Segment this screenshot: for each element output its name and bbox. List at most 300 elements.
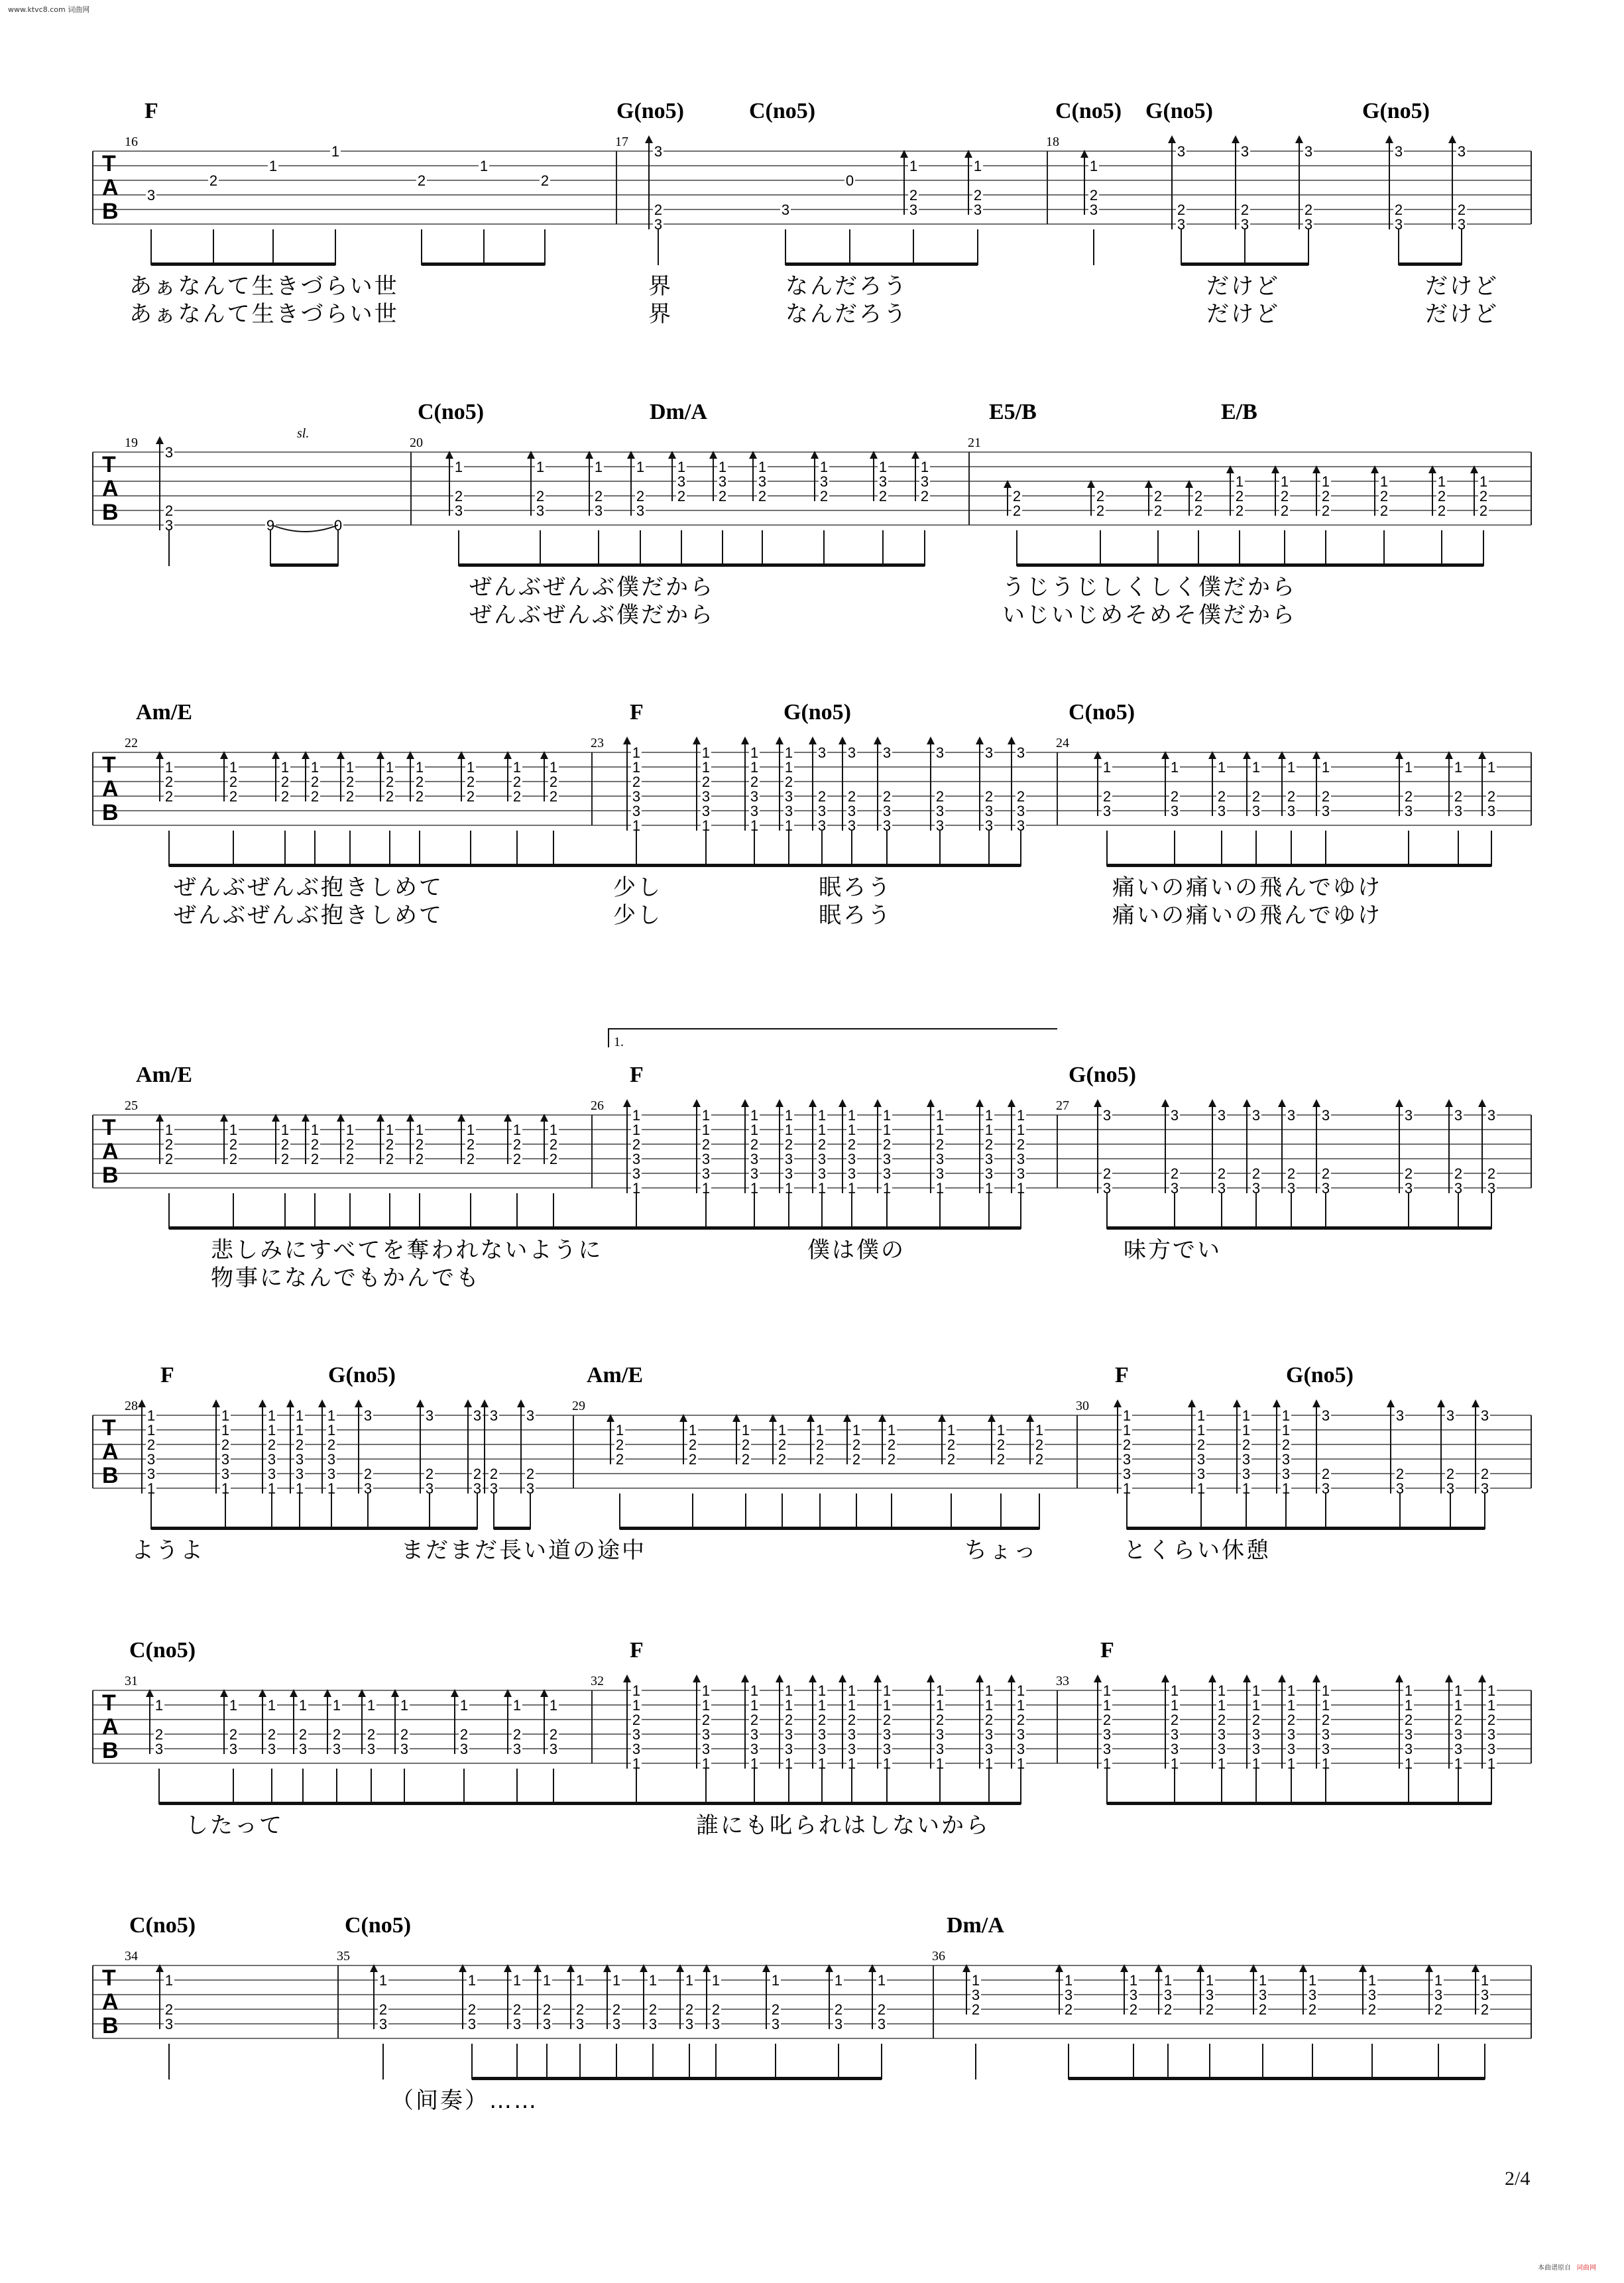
- fret-number: 2: [526, 1466, 535, 1482]
- fret-number: 1: [1404, 1755, 1413, 1772]
- fret-number: 1: [1258, 1972, 1267, 1989]
- fret-number: 2: [1367, 2001, 1377, 2018]
- fret-number: 2: [947, 1436, 956, 1453]
- fret-number: 3: [1217, 1107, 1226, 1124]
- fret-number: 3: [1487, 803, 1496, 819]
- beam: [517, 2077, 547, 2080]
- lyric-line: 少し: [613, 902, 662, 929]
- fret-number: 1: [280, 1122, 290, 1138]
- beam: [782, 1527, 820, 1530]
- beam: [151, 1527, 225, 1530]
- lyric-line: いじいじめそめそ僕だから: [1002, 602, 1297, 628]
- beam: [553, 1802, 636, 1805]
- fret-number: 3: [146, 1451, 156, 1468]
- measure-number: 18: [1046, 135, 1059, 149]
- fret-number: 2: [332, 1726, 341, 1743]
- fret-number: 3: [542, 2016, 551, 2032]
- fret-number: 3: [935, 1726, 945, 1743]
- fret-number: 1: [1016, 1180, 1025, 1197]
- fret-number: 3: [784, 1151, 793, 1167]
- fret-number: 1: [636, 459, 645, 475]
- beam: [1291, 1802, 1326, 1805]
- fret-number: 1: [1454, 1697, 1463, 1714]
- fret-number: 3: [1487, 1741, 1496, 1757]
- strum-arrow-icon: [1114, 1399, 1122, 1407]
- fret-number: 3: [1480, 1407, 1489, 1424]
- tab-clef-letter: B: [102, 1463, 119, 1488]
- fret-number: 3: [819, 473, 829, 490]
- fret-number: 2: [1089, 187, 1098, 204]
- fret-number: 1: [1102, 1682, 1112, 1699]
- chord-symbol: F: [1115, 1363, 1129, 1387]
- strum-arrow-icon: [416, 1399, 424, 1407]
- strum-arrow-icon: [286, 1399, 294, 1407]
- measure-number: 28: [125, 1399, 138, 1413]
- strum-arrow-icon: [1008, 1099, 1015, 1107]
- beam: [1198, 563, 1240, 567]
- beam: [989, 1226, 1021, 1230]
- fret-number: 3: [817, 1151, 827, 1167]
- fret-number: 3: [575, 2016, 585, 2032]
- fret-number: 1: [1281, 1407, 1291, 1424]
- fret-number: 2: [741, 1451, 750, 1468]
- fret-number: 1: [632, 1682, 641, 1699]
- fret-number: 3: [363, 1480, 373, 1497]
- fret-number: 1: [1217, 1682, 1226, 1699]
- fret-number: 1: [935, 1682, 945, 1699]
- beam: [989, 864, 1021, 867]
- fret-number: 3: [512, 2016, 522, 2032]
- beam: [1458, 1226, 1491, 1230]
- fret-number: 9: [266, 517, 275, 534]
- fret-number: 1: [415, 1122, 424, 1138]
- fret-number: 2: [267, 1726, 276, 1743]
- beam: [1458, 1802, 1491, 1805]
- fret-number: 2: [688, 1451, 697, 1468]
- beam: [1458, 864, 1491, 867]
- fret-number: 2: [1287, 1165, 1296, 1182]
- fret-number: 1: [750, 1755, 759, 1772]
- fret-number: 3: [817, 803, 827, 819]
- chord-symbol: Am/E: [136, 700, 192, 725]
- fret-number: 2: [164, 502, 174, 519]
- fret-number: 1: [1281, 1480, 1291, 1497]
- fret-number: 2: [935, 788, 945, 805]
- fret-number: 3: [882, 1741, 892, 1757]
- fret-number: 3: [612, 2016, 621, 2032]
- fret-number: 1: [268, 158, 278, 174]
- measure-number: 17: [615, 135, 628, 149]
- fret-number: 3: [1129, 1987, 1138, 2003]
- strum-arrow-icon: [1094, 1099, 1102, 1107]
- fret-number: 1: [741, 1422, 750, 1438]
- fret-number: 3: [1016, 744, 1025, 761]
- fret-number: 1: [385, 759, 394, 776]
- fret-number: 3: [882, 1165, 892, 1182]
- fret-number: 3: [1287, 803, 1296, 819]
- fret-number: 2: [677, 488, 686, 504]
- fret-number: 3: [632, 788, 641, 805]
- fret-number: 2: [1287, 1712, 1296, 1728]
- strum-arrow-icon: [623, 1674, 631, 1682]
- fret-number: 1: [1016, 1697, 1025, 1714]
- fret-number: 1: [701, 817, 711, 834]
- fret-number: 3: [1016, 1741, 1025, 1757]
- fret-number: 1: [1035, 1422, 1044, 1438]
- fret-number: 2: [947, 1451, 956, 1468]
- fret-number: 1: [454, 459, 463, 475]
- beam: [371, 1802, 404, 1805]
- fret-number: 3: [1170, 1180, 1179, 1197]
- beam: [169, 864, 233, 867]
- fret-number: 2: [615, 1436, 624, 1453]
- fret-number: 2: [425, 1466, 434, 1482]
- fret-number: 1: [1308, 1972, 1317, 1989]
- beam: [390, 1226, 420, 1230]
- chord-symbol: F: [160, 1363, 174, 1387]
- fret-number: 2: [1096, 488, 1105, 504]
- fret-number: 2: [817, 1712, 827, 1728]
- fret-number: 2: [310, 788, 319, 805]
- fret-number: 3: [1251, 1741, 1261, 1757]
- fret-number: 1: [632, 1122, 641, 1138]
- fret-number: 3: [425, 1407, 434, 1424]
- fret-number: 3: [882, 817, 892, 834]
- beam: [422, 263, 484, 266]
- fret-number: 1: [229, 1122, 238, 1138]
- beam: [616, 2077, 653, 2080]
- beam: [300, 1527, 331, 1530]
- fret-number: 1: [1170, 1697, 1179, 1714]
- fret-number: 2: [466, 774, 475, 790]
- fret-number: 3: [1454, 1180, 1463, 1197]
- fret-number: 1: [1367, 1972, 1377, 1989]
- fret-number: 3: [1287, 1107, 1296, 1124]
- tab-clef-letter: A: [102, 1989, 119, 2015]
- fret-number: 3: [327, 1451, 336, 1468]
- beam: [1442, 563, 1483, 567]
- fret-number: 1: [612, 1972, 621, 1989]
- tab-clef-letter: T: [102, 151, 116, 176]
- fret-number: 2: [594, 488, 603, 504]
- fret-number: 3: [1454, 1107, 1463, 1124]
- measure-number: 22: [125, 736, 138, 750]
- fret-number: 2: [385, 774, 394, 790]
- measure-number: 24: [1056, 736, 1069, 750]
- fret-number: 2: [1102, 1712, 1112, 1728]
- strum-arrow-icon: [874, 736, 882, 744]
- fret-number: 3: [1395, 1407, 1405, 1424]
- fret-number: 2: [615, 1451, 624, 1468]
- fret-number: 2: [1480, 2001, 1489, 2018]
- beam: [1069, 2077, 1133, 2080]
- fret-number: 2: [1170, 1165, 1179, 1182]
- fret-number: 1: [295, 1480, 304, 1497]
- fret-number: 2: [229, 774, 238, 790]
- fret-number: 1: [750, 1122, 759, 1138]
- fret-number: 1: [882, 1122, 892, 1138]
- beam: [580, 2077, 616, 2080]
- fret-number: 1: [1217, 1697, 1226, 1714]
- beam: [883, 563, 925, 567]
- fret-number: 1: [852, 1422, 861, 1438]
- fret-number: 3: [632, 1151, 641, 1167]
- fret-number: 1: [164, 759, 174, 776]
- fret-number: 2: [459, 1726, 469, 1743]
- fret-number: 3: [984, 1726, 994, 1743]
- fret-number: 1: [154, 1697, 164, 1714]
- fret-number: 1: [345, 759, 355, 776]
- beam: [331, 1527, 368, 1530]
- fret-number: 3: [467, 2016, 477, 2032]
- fret-number: 2: [385, 1151, 394, 1167]
- fret-number: 2: [847, 1712, 856, 1728]
- fret-number: 2: [164, 788, 174, 805]
- lyric-line: 誰にも叱られはしないから: [696, 1812, 990, 1839]
- footer-credit: 本曲谱原自 词曲网: [1538, 2264, 1596, 2272]
- fret-number: 3: [1404, 1107, 1413, 1124]
- fret-number: 3: [847, 1741, 856, 1757]
- beam: [1107, 1802, 1175, 1805]
- fret-number: 3: [847, 1726, 856, 1743]
- fret-number: 3: [920, 473, 929, 490]
- beam: [1001, 1527, 1039, 1530]
- fret-number: 2: [1454, 1712, 1463, 1728]
- fret-number: 2: [1122, 1436, 1131, 1453]
- fret-number: 3: [847, 744, 856, 761]
- fret-number: 1: [466, 759, 475, 776]
- fret-number: 1: [1016, 1122, 1025, 1138]
- tab-clef-letter: A: [102, 175, 119, 200]
- fret-number: 3: [526, 1407, 535, 1424]
- strum-arrow-icon: [927, 1674, 935, 1682]
- strum-arrow-icon: [1243, 1099, 1251, 1107]
- fret-number: 1: [711, 1972, 721, 1989]
- fret-number: 1: [1122, 1407, 1131, 1424]
- fret-number: 1: [594, 459, 603, 475]
- beam: [540, 563, 599, 567]
- fret-number: 1: [1170, 1755, 1179, 1772]
- tab-clef-letter: T: [102, 452, 116, 477]
- fret-number: 3: [973, 202, 982, 218]
- fret-number: 3: [1205, 1987, 1214, 2003]
- fret-number: 3: [1304, 143, 1313, 160]
- beam: [1181, 263, 1245, 266]
- fret-number: 2: [549, 1136, 558, 1153]
- fret-number: 2: [1308, 2001, 1317, 2018]
- fret-number: 2: [1321, 1712, 1330, 1728]
- fret-number: 3: [1102, 1107, 1112, 1124]
- fret-number: 1: [701, 744, 711, 761]
- measure-number: 30: [1076, 1399, 1089, 1413]
- fret-number: 3: [1196, 1466, 1206, 1482]
- beam: [1256, 1802, 1291, 1805]
- fret-number: 2: [877, 2001, 886, 2018]
- lyric-line: 僕は僕の: [807, 1237, 905, 1263]
- fret-number: 2: [1102, 1165, 1112, 1182]
- fret-number: 3: [1122, 1451, 1131, 1468]
- lyric-line: 少し: [613, 874, 662, 901]
- fret-number: 2: [310, 1136, 319, 1153]
- fret-number: 2: [741, 1436, 750, 1453]
- fret-number: 1: [1454, 1755, 1463, 1772]
- fret-number: 3: [363, 1407, 373, 1424]
- fret-number: 3: [1217, 803, 1226, 819]
- beam: [1175, 1226, 1222, 1230]
- beam: [390, 864, 420, 867]
- strum-arrow-icon: [1188, 1399, 1196, 1407]
- fret-number: 2: [1012, 502, 1021, 519]
- beam: [706, 864, 754, 867]
- fret-number: 3: [636, 502, 645, 519]
- fret-number: 1: [1016, 1755, 1025, 1772]
- fret-number: 2: [1016, 1712, 1025, 1728]
- beam: [368, 1527, 430, 1530]
- strum-arrow-icon: [1395, 1674, 1403, 1682]
- fret-number: 3: [1102, 1180, 1112, 1197]
- chord-symbol: Am/E: [587, 1363, 643, 1387]
- strum-arrow-icon: [1094, 1674, 1102, 1682]
- fret-number: 3: [718, 473, 727, 490]
- fret-number: 1: [935, 1107, 945, 1124]
- fret-number: 1: [984, 1122, 994, 1138]
- beam: [746, 1527, 782, 1530]
- beam: [1175, 1802, 1222, 1805]
- measure-number: 21: [968, 436, 981, 450]
- fret-number: 3: [935, 817, 945, 834]
- beam: [233, 864, 285, 867]
- fret-number: 0: [333, 517, 343, 534]
- fret-number: 1: [1321, 1682, 1330, 1699]
- beam: [1409, 1802, 1458, 1805]
- beam: [169, 1226, 233, 1230]
- strum-arrow-icon: [1387, 1399, 1395, 1407]
- measure-number: 23: [591, 736, 604, 750]
- beam: [1107, 864, 1175, 867]
- beam: [1100, 563, 1158, 567]
- strum-arrow-icon: [1208, 1099, 1216, 1107]
- fret-number: 2: [280, 1151, 290, 1167]
- beam: [1017, 563, 1100, 567]
- fret-number: 2: [1153, 488, 1163, 504]
- fret-number: 2: [971, 2001, 980, 2018]
- fret-number: 3: [1321, 1407, 1330, 1424]
- beam: [1326, 1802, 1409, 1805]
- strum-arrow-icon: [259, 1399, 266, 1407]
- fret-number: 1: [415, 759, 424, 776]
- fret-number: 3: [750, 788, 759, 805]
- strum-arrow-icon: [623, 1099, 631, 1107]
- fret-number: 3: [750, 1726, 759, 1743]
- fret-number: 3: [1487, 1107, 1496, 1124]
- beam: [754, 864, 789, 867]
- fret-number: 1: [512, 759, 522, 776]
- fret-number: 2: [1437, 488, 1446, 504]
- fret-number: 1: [701, 1180, 711, 1197]
- strum-arrow-icon: [1312, 1674, 1320, 1682]
- fret-number: 3: [1064, 1987, 1073, 2003]
- lyric-line: 悲しみにすべてを奪われないように: [211, 1237, 603, 1263]
- strum-arrow-icon: [809, 1674, 817, 1682]
- beam: [151, 263, 213, 266]
- fret-number: 2: [882, 788, 892, 805]
- fret-number: 2: [575, 2001, 585, 2018]
- fret-number: 1: [677, 459, 686, 475]
- fret-number: 2: [973, 187, 982, 204]
- lyric-line: 痛いの痛いの飛んでゆけ: [1112, 902, 1382, 929]
- measure-number: 27: [1056, 1098, 1069, 1113]
- fret-number: 1: [310, 1122, 319, 1138]
- beam: [913, 263, 978, 266]
- fret-number: 1: [345, 1122, 355, 1138]
- fret-number: 2: [1235, 488, 1244, 504]
- fret-number: 1: [632, 1180, 641, 1197]
- beam: [940, 864, 989, 867]
- strum-arrow-icon: [839, 1099, 846, 1107]
- fret-number: 3: [221, 1451, 230, 1468]
- fret-number: 2: [996, 1436, 1006, 1453]
- fret-number: 1: [1287, 1697, 1296, 1714]
- fret-number: 1: [146, 1422, 156, 1438]
- beam: [1291, 864, 1326, 867]
- fret-number: 3: [1487, 1726, 1496, 1743]
- tab-clef-letter: T: [102, 1415, 116, 1440]
- fret-number: 1: [1196, 1480, 1206, 1497]
- fret-number: 1: [909, 158, 918, 174]
- beam: [1326, 1527, 1400, 1530]
- fret-number: 3: [1287, 1726, 1296, 1743]
- measure-number: 25: [125, 1098, 138, 1113]
- fret-number: 1: [1321, 1755, 1330, 1772]
- strum-arrow-icon: [976, 1099, 984, 1107]
- beam: [636, 1226, 706, 1230]
- beam: [789, 1226, 822, 1230]
- measure-number: 20: [410, 436, 423, 450]
- fret-number: 1: [701, 1682, 711, 1699]
- fret-number: 3: [1177, 216, 1186, 233]
- fret-number: 2: [512, 774, 522, 790]
- fret-number: 3: [221, 1466, 230, 1482]
- fret-number: 1: [267, 1480, 276, 1497]
- fret-number: 1: [615, 1422, 624, 1438]
- fret-number: 1: [1404, 759, 1413, 776]
- fret-number: 2: [758, 488, 767, 504]
- chord-symbol: C(no5): [1055, 99, 1122, 123]
- chord-symbol: C(no5): [418, 400, 485, 424]
- fret-number: 3: [1367, 1987, 1377, 2003]
- fret-number: 3: [459, 1741, 469, 1757]
- beam: [337, 1802, 371, 1805]
- fret-number: 2: [1280, 488, 1289, 504]
- fret-number: 2: [385, 1136, 394, 1153]
- tab-clef-letter: B: [102, 2013, 119, 2038]
- fret-number: 2: [415, 788, 424, 805]
- strum-arrow-icon: [1243, 1674, 1251, 1682]
- fret-number: 3: [758, 473, 767, 490]
- measure-number: 36: [932, 1949, 945, 1963]
- fret-number: 2: [1379, 488, 1389, 504]
- fret-number: 1: [750, 1682, 759, 1699]
- beam: [1384, 563, 1442, 567]
- fret-number: 1: [784, 759, 793, 776]
- fret-number: 3: [1163, 1987, 1173, 2003]
- fret-number: 2: [1177, 202, 1186, 218]
- fret-number: 1: [935, 1122, 945, 1138]
- fret-number: 1: [164, 1122, 174, 1138]
- fret-number: 1: [1404, 1697, 1413, 1714]
- fret-number: 2: [784, 1136, 793, 1153]
- fret-number: 1: [327, 1422, 336, 1438]
